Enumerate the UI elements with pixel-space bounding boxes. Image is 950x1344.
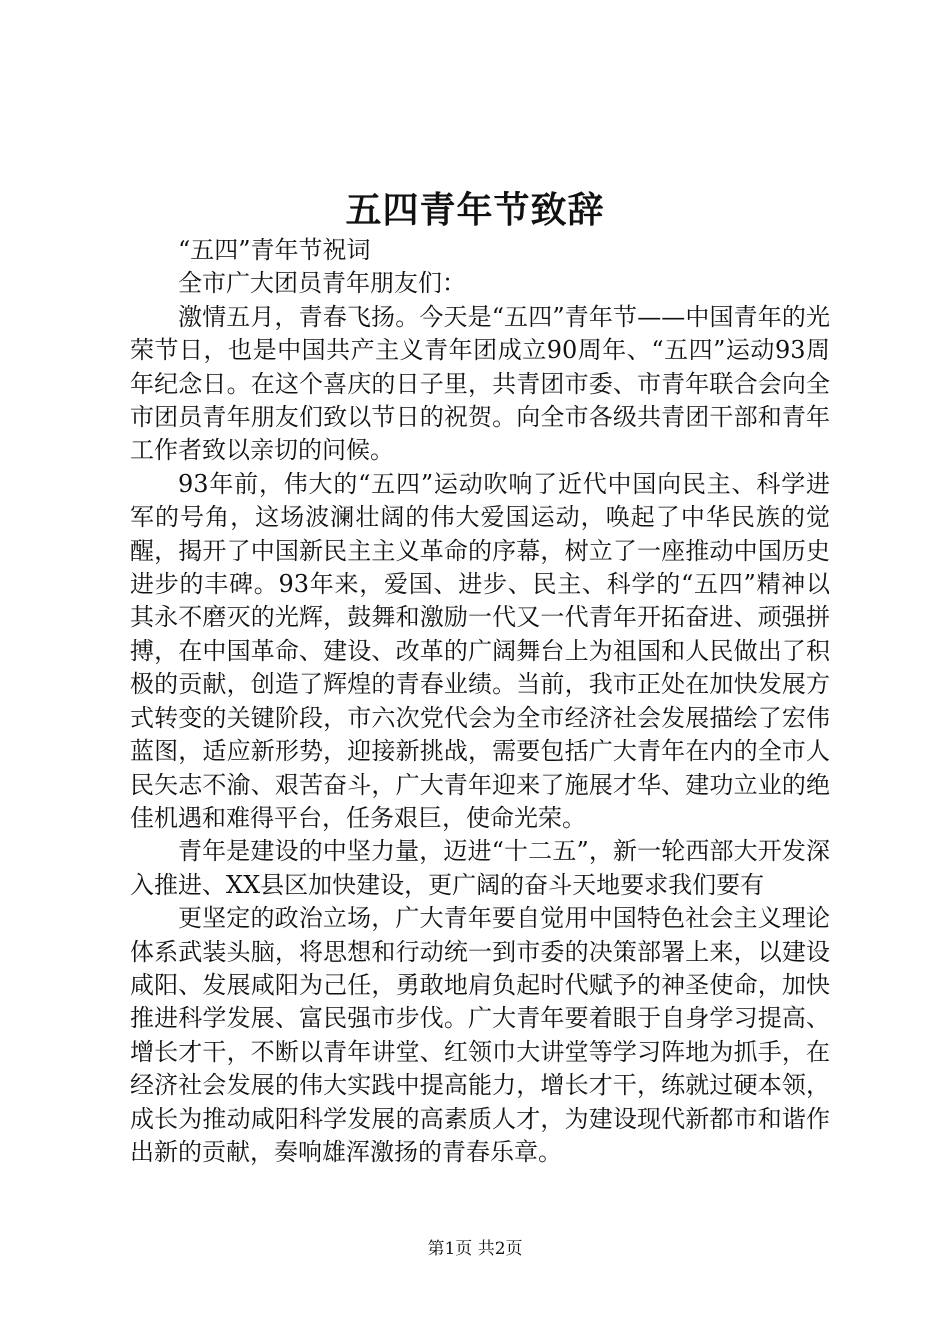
paragraph-greeting-title: “五四”青年节祝词 — [178, 236, 371, 264]
paragraph-2: 93年前，伟大的“五四”运动吹响了近代中国向民主、科学进军的号角，这场波澜壮阔的伟大爱国运动，唤起了中华民族的觉醒，揭开了中国新民主主义革命的序幕，树立了一座推动中国历史进步的丰碑。93年来，爱国、进步、民主、科学的“五四”精神以其永不磨灭的光辉，鼓舞和激励一代又一代青年开拓奋进、顽强拼搏，在中国革命、建设、改革的广阔舞台上为祖国和人民做出了积极的贡献，创造了辉煌的青春业绩。当前，我市正处在加快发展方式转变的关键阶段，市六次党代会为全市经济社会发展描绘了宏伟蓝图，适应新形势，迎接新挑战，需要包括广大青年在内的全市人民矢志不渝、艰苦奋斗，广大青年迎来了施展才华、建功立业的绝佳机遇和难得平台，任务艰巨，使命光荣。 — [130, 469, 830, 832]
paragraph-3: 青年是建设的中坚力量，迈进“十二五”，新一轮西部大开发深入推进、XX县区加快建设，更广阔的奋斗天地要求我们要有 — [130, 837, 830, 899]
paragraph-salutation: 全市广大团员青年朋友们： — [178, 269, 466, 298]
paragraph-1: 激情五月，青春飞扬。今天是“五四”青年节——中国青年的光荣节日，也是中国共产主义青年团成立90周年、“五四”运动93周年纪念日。在这个喜庆的日子里，共青团市委、市青年联合会向全市团员青年朋友们致以节日的祝贺。向全市各级共青团干部和青年工作者致以亲切的问候。 — [130, 302, 830, 465]
page-title: 五四青年节致辞 — [345, 189, 605, 231]
page-footer: 第1页 共2页 — [427, 1239, 523, 1259]
document-body — [130, 234, 830, 1169]
paragraph-4: 更坚定的政治立场，广大青年要自觉用中国特色社会主义理论体系武装头脑，将思想和行动统一到市委的决策部署上来，以建设咸阳、发展咸阳为己任，勇敢地肩负起时代赋予的神圣使命，加快推进科学发展、富民强市步伐。广大青年要着眼于自身学习提高、增长才干，不断以青年讲堂、红领巾大讲堂等学习阵地为抓手，在经济社会发展的伟大实践中提高能力，增长才干，练就过硬本领，成长为推动咸阳科学发展的高素质人才，为建设现代新都市和谐作出新的贡献，奏响雄浑激扬的青春乐章。 — [130, 904, 830, 1166]
